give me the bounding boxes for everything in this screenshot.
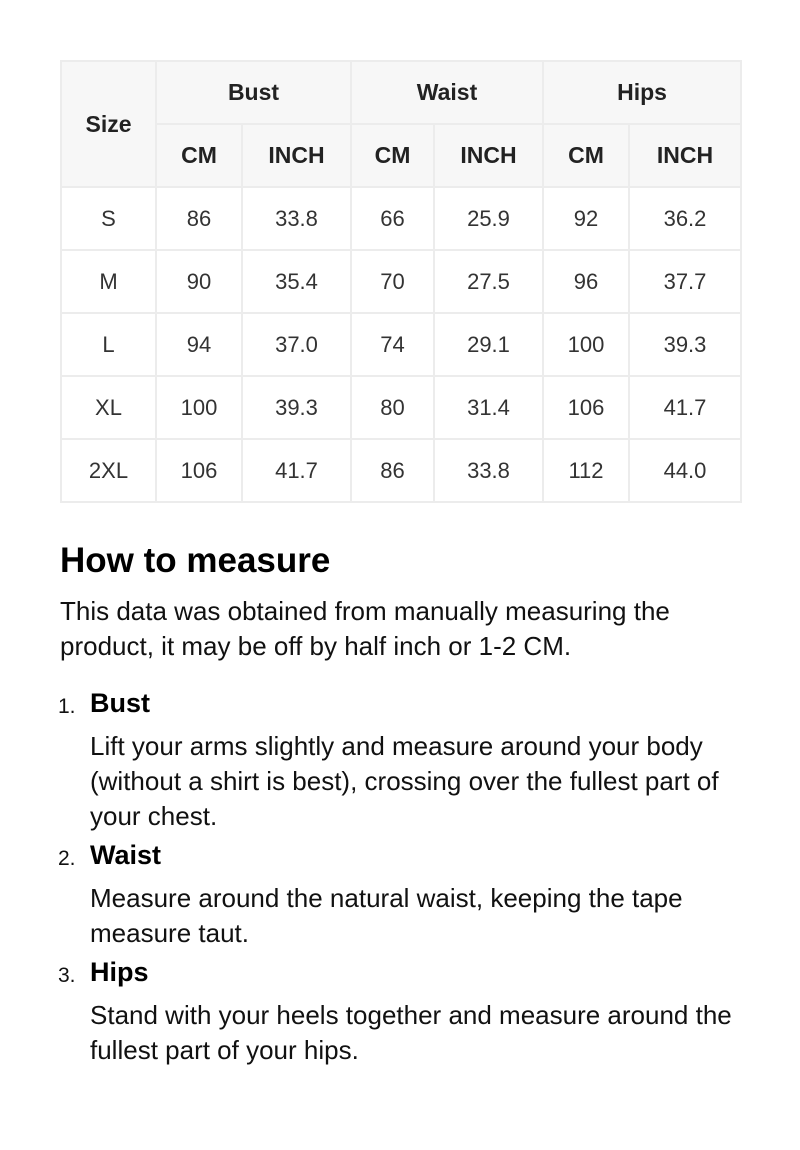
hips-inch-cell: 39.3 [629,313,741,376]
bust-cm-cell: 100 [156,376,242,439]
table-header [61,61,741,187]
unit-header: CM [351,124,434,187]
waist-cm-cell: 80 [351,376,434,439]
step-number: 3. [58,964,76,987]
measure-steps-list [60,686,740,1068]
size-cell: M [61,250,156,313]
bust-inch-cell: 37.0 [242,313,351,376]
waist-inch-cell: 29.1 [434,313,543,376]
unit-header: CM [156,124,242,187]
intro-paragraph: This data was obtained from manually measuring the product, it may be off by half inch or 1-2 CM. [60,596,670,661]
hips-inch-cell: 44.0 [629,439,741,502]
step-item-bust [60,686,740,834]
waist-cm-cell: 66 [351,187,434,250]
table-row [61,313,741,376]
step-description: Lift your arms slightly and measure around your body (without a shirt is best), crossing over the fullest part of your chest. [90,731,719,831]
unit-header: INCH [242,124,351,187]
table-row [61,439,741,502]
step-number: 2. [58,847,76,870]
size-cell: S [61,187,156,250]
waist-group-header: Waist [351,61,543,124]
size-column-header: Size [61,61,156,187]
table-row [61,250,741,313]
step-description: Stand with your heels together and measure around the fullest part of your hips. [90,1000,732,1065]
step-item-hips [60,955,740,1068]
hips-cm-cell: 96 [543,250,629,313]
size-chart-table [60,60,742,503]
waist-cm-cell: 74 [351,313,434,376]
hips-inch-cell: 41.7 [629,376,741,439]
table-header-row-units [61,124,741,187]
how-to-measure-section [60,540,740,1068]
hips-group-header: Hips [543,61,741,124]
table-header-row-groups [61,61,741,124]
hips-inch-cell: 36.2 [629,187,741,250]
waist-inch-cell: 31.4 [434,376,543,439]
size-cell: XL [61,376,156,439]
bust-cm-cell: 94 [156,313,242,376]
bust-cm-cell: 106 [156,439,242,502]
table-row [61,376,741,439]
bust-inch-cell: 39.3 [242,376,351,439]
step-title: Hips [90,957,149,987]
bust-group-header: Bust [156,61,351,124]
bust-inch-cell: 35.4 [242,250,351,313]
step-item-waist [60,838,740,951]
bust-cm-cell: 90 [156,250,242,313]
size-cell: 2XL [61,439,156,502]
hips-inch-cell: 37.7 [629,250,741,313]
section-title: How to measure [60,541,331,580]
bust-cm-cell: 86 [156,187,242,250]
bust-inch-cell: 33.8 [242,187,351,250]
unit-header: CM [543,124,629,187]
size-cell: L [61,313,156,376]
step-description: Measure around the natural waist, keeping the tape measure taut. [90,883,683,948]
table-body [61,187,741,502]
hips-cm-cell: 106 [543,376,629,439]
hips-cm-cell: 112 [543,439,629,502]
step-title: Bust [90,688,150,718]
size-guide-page [60,60,740,1072]
unit-header: INCH [629,124,741,187]
waist-cm-cell: 86 [351,439,434,502]
waist-inch-cell: 25.9 [434,187,543,250]
bust-inch-cell: 41.7 [242,439,351,502]
hips-cm-cell: 92 [543,187,629,250]
table-row [61,187,741,250]
waist-inch-cell: 27.5 [434,250,543,313]
hips-cm-cell: 100 [543,313,629,376]
waist-cm-cell: 70 [351,250,434,313]
step-number: 1. [58,695,76,718]
step-title: Waist [90,840,162,870]
unit-header: INCH [434,124,543,187]
waist-inch-cell: 33.8 [434,439,543,502]
